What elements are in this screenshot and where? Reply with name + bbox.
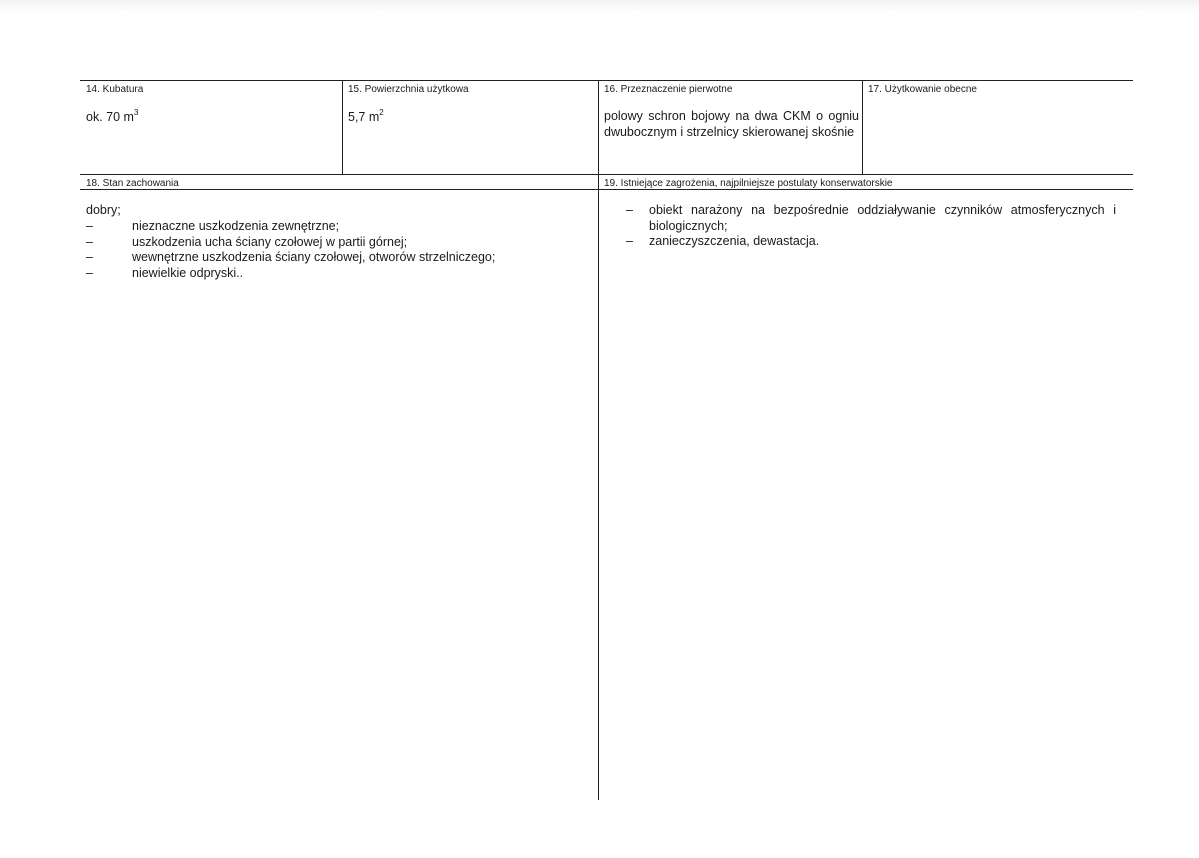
powierzchnia-value: 5,7 $m^2$: [348, 108, 384, 124]
zagrozenia-list: [626, 203, 1116, 250]
divider-14-15: [342, 80, 343, 175]
list-item: – obiekt narażony na bezpośrednie oddziaływanie czynników atmosferycznych i biologicznych;: [626, 203, 1116, 233]
list-item: – zanieczyszczenia, dewastacja.: [626, 234, 820, 248]
przeznaczenie-label: 16. Przeznaczenie pierwotne: [604, 84, 733, 95]
stan-label: 18. Stan zachowania: [86, 178, 179, 189]
scan-edge-shadow: [0, 0, 1199, 12]
divider-center: [598, 80, 599, 800]
stan-list: [86, 219, 586, 281]
list-item: – nieznaczne uszkodzenia zewnętrzne;: [86, 219, 340, 233]
kubatura-value: ok. 70 $m^3$: [86, 108, 139, 124]
list-item: – niewielkie odpryski..: [86, 265, 244, 280]
table-top-rule: [80, 80, 1133, 81]
powierzchnia-label: 15. Powierzchnia użytkowa: [348, 84, 469, 95]
kubatura-label: 14. Kubatura: [86, 84, 144, 95]
table-mid-rule: [80, 174, 1133, 175]
list-item: – uszkodzenia ucha ściany czołowej w partii górnej;: [86, 234, 408, 249]
zagrozenia-label: 19. Istniejące zagrożenia, najpilniejsze postulaty konserwatorskie: [604, 178, 893, 189]
divider-16-17: [862, 80, 863, 175]
przeznaczenie-value: polowy schron bojowy na dwa CKM o ogniu dwubocznym i strzelnicy skierowanej skośnie: [604, 109, 859, 139]
uzytkowanie-label: 17. Użytkowanie obecne: [868, 84, 977, 95]
list-item: – wewnętrzne uszkodzenia ściany czołowej, otworów strzelniczego;: [86, 250, 496, 264]
stan-intro: dobry;: [86, 203, 121, 217]
